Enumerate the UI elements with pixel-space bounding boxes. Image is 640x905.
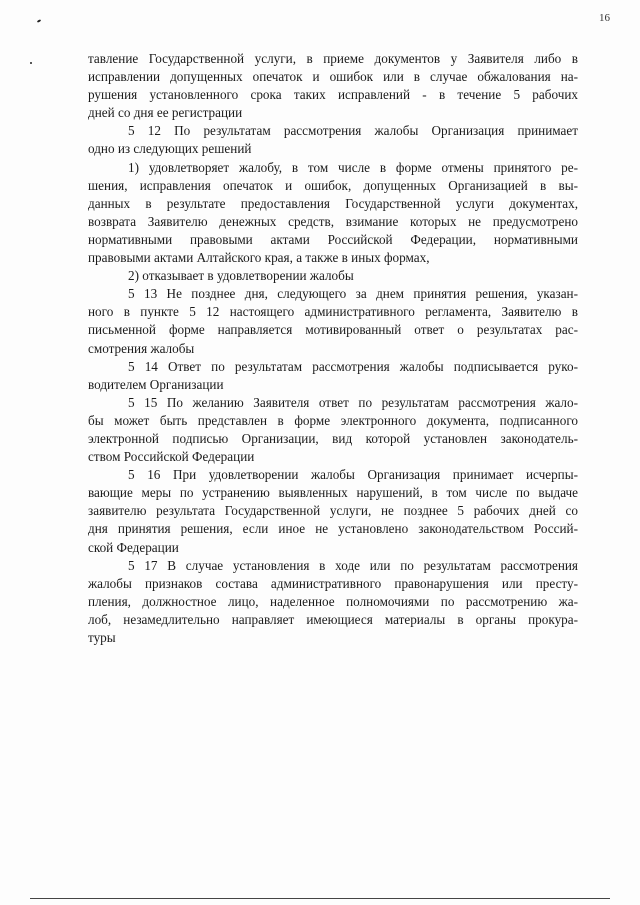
text-line: данных в результате предоставления Государственной услуги документах, (88, 195, 578, 211)
text-line: туры (88, 630, 116, 645)
text-line: возврата Заявителю денежных средств, взимание которых не предусмотрено (88, 213, 578, 229)
text-line: рушения установленного срока таких исправлений - в течение 5 рабочих (88, 87, 578, 103)
text-line: дней со дня ее регистрации (88, 105, 243, 121)
text-line: 5 15 По желанию Заявителя ответ по результатам рассмотрения жало- (128, 394, 578, 410)
text-line: электронной подписью Организации, вид которой установлен законодатель- (88, 430, 578, 446)
text-line: ного в пункте 5 12 настоящего административного регламента, Заявителю в (88, 304, 578, 320)
text-line: жалобы признаков состава административного правонарушения или престу- (88, 575, 578, 591)
text-line: правовыми актами Алтайского края, а также в иных формах, (88, 250, 430, 266)
text-line: 1) удовлетворяет жалобу, в том числе в форме отмены принятого ре- (128, 159, 578, 175)
scan-speck (30, 62, 32, 64)
text-line: ской Федерации (88, 539, 179, 555)
text-line: 5 17 В случае установления в ходе или по результатам рассмотрения (128, 557, 578, 573)
text-line: 5 13 Не позднее дня, следующего за днем принятия решения, указан- (128, 286, 578, 302)
text-line: заявителю результата Государственной услуги, не позднее 5 рабочих дней со (88, 503, 578, 519)
text-line: 5 16 При удовлетворении жалобы Организация принимает исчерпы- (128, 467, 578, 483)
text-line: 2) отказывает в удовлетворении жалобы (128, 268, 354, 284)
text-line: исправлении допущенных опечаток и ошибок или в случае обжалования на- (88, 69, 578, 85)
text-line: шения, исправления опечаток и ошибок, допущенных Организацией в вы- (88, 177, 578, 193)
text-line: 5 14 Ответ по результатам рассмотрения жалобы подписывается руко- (128, 358, 578, 374)
page-number: 16 (599, 12, 610, 24)
text-line: бы может быть представлен в форме электронного документа, подписанного (88, 412, 578, 428)
text-line: пления, должностное лицо, наделенное полномочиями по рассмотрению жа- (88, 593, 578, 609)
text-line: нормативными правовыми актами Российской Федерации, нормативными (88, 231, 578, 247)
text-line: дня принятия решения, если иное не установлено законодательством Россий- (88, 521, 578, 537)
text-line: письменной форме направляется мотивированный ответ о результатах рас- (88, 322, 578, 338)
text-line: одно из следующих решений (88, 141, 252, 157)
text-line: вающие меры по устранению выявленных нарушений, в том числе по выдаче (88, 485, 578, 501)
text-line: водителем Организации (88, 376, 224, 392)
text-line: тавление Государственной услуги, в приеме документов у Заявителя либо в (88, 51, 578, 66)
text-line: смотрения жалобы (88, 340, 195, 356)
text-line: лоб, незамедлительно направляет имеющиеся материалы в органы прокура- (88, 611, 578, 627)
scan-edge-line (30, 898, 610, 899)
text-line: ством Российской Федерации (88, 449, 255, 465)
document-body (88, 50, 578, 647)
scan-speck (37, 19, 41, 23)
text-line: 5 12 По результатам рассмотрения жалобы Организация принимает (128, 123, 578, 139)
